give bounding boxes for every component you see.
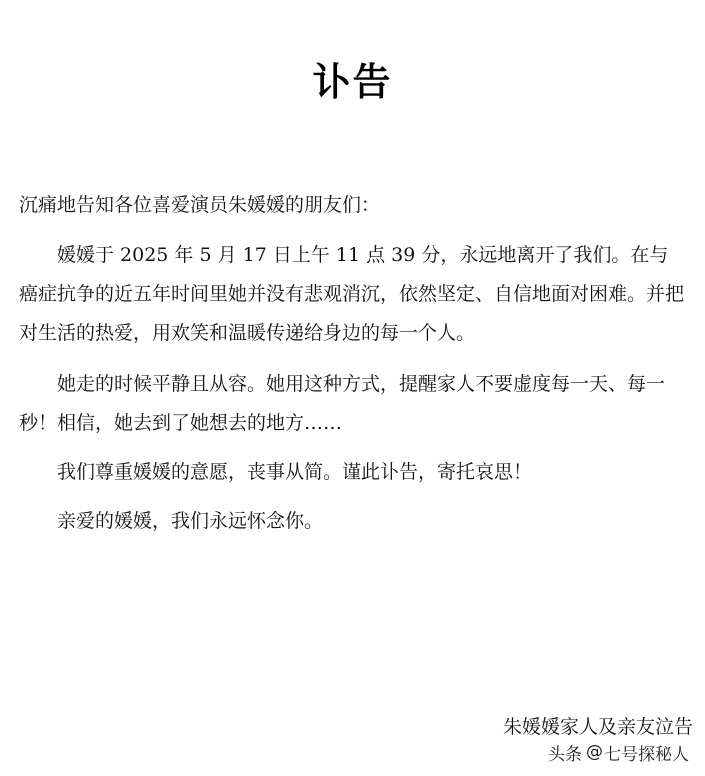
paragraph-funeral-wishes: 我们尊重媛媛的意愿，丧事从简。谨此讣告，寄托哀思！ [57,461,533,483]
paragraph-peaceful-passing: 她走的时候平静且从容。她用这种方式，提醒家人不要虚度每一天、每一秒！相信，她去到了她想去的地方…… [19,373,666,434]
source-watermark [548,738,689,766]
watermark-at: @ [586,742,603,762]
document-title: 讣告 [312,60,393,104]
signature: 朱媛媛家人及亲友泣告 [502,716,693,738]
watermark-account: 七号探秘人 [604,744,689,765]
paragraph-remembrance: 亲爱的媛媛，我们永远怀念你。 [57,510,324,532]
paragraph-death-announcement: 媛媛于 2025 年 5 月 17 日上午 11 点 39 分，永远地离开了我们。在与癌症抗争的近五年时间里她并没有悲观消沉，依然坚定、自信地面对困难。并把对生活的热爱，用欢笑和温暖传递给身边的每一个人。 [19,244,685,344]
watermark-source: 头条 [548,744,582,765]
salutation: 沉痛地告知各位喜爱演员朱媛媛的朋友们： [19,194,381,216]
